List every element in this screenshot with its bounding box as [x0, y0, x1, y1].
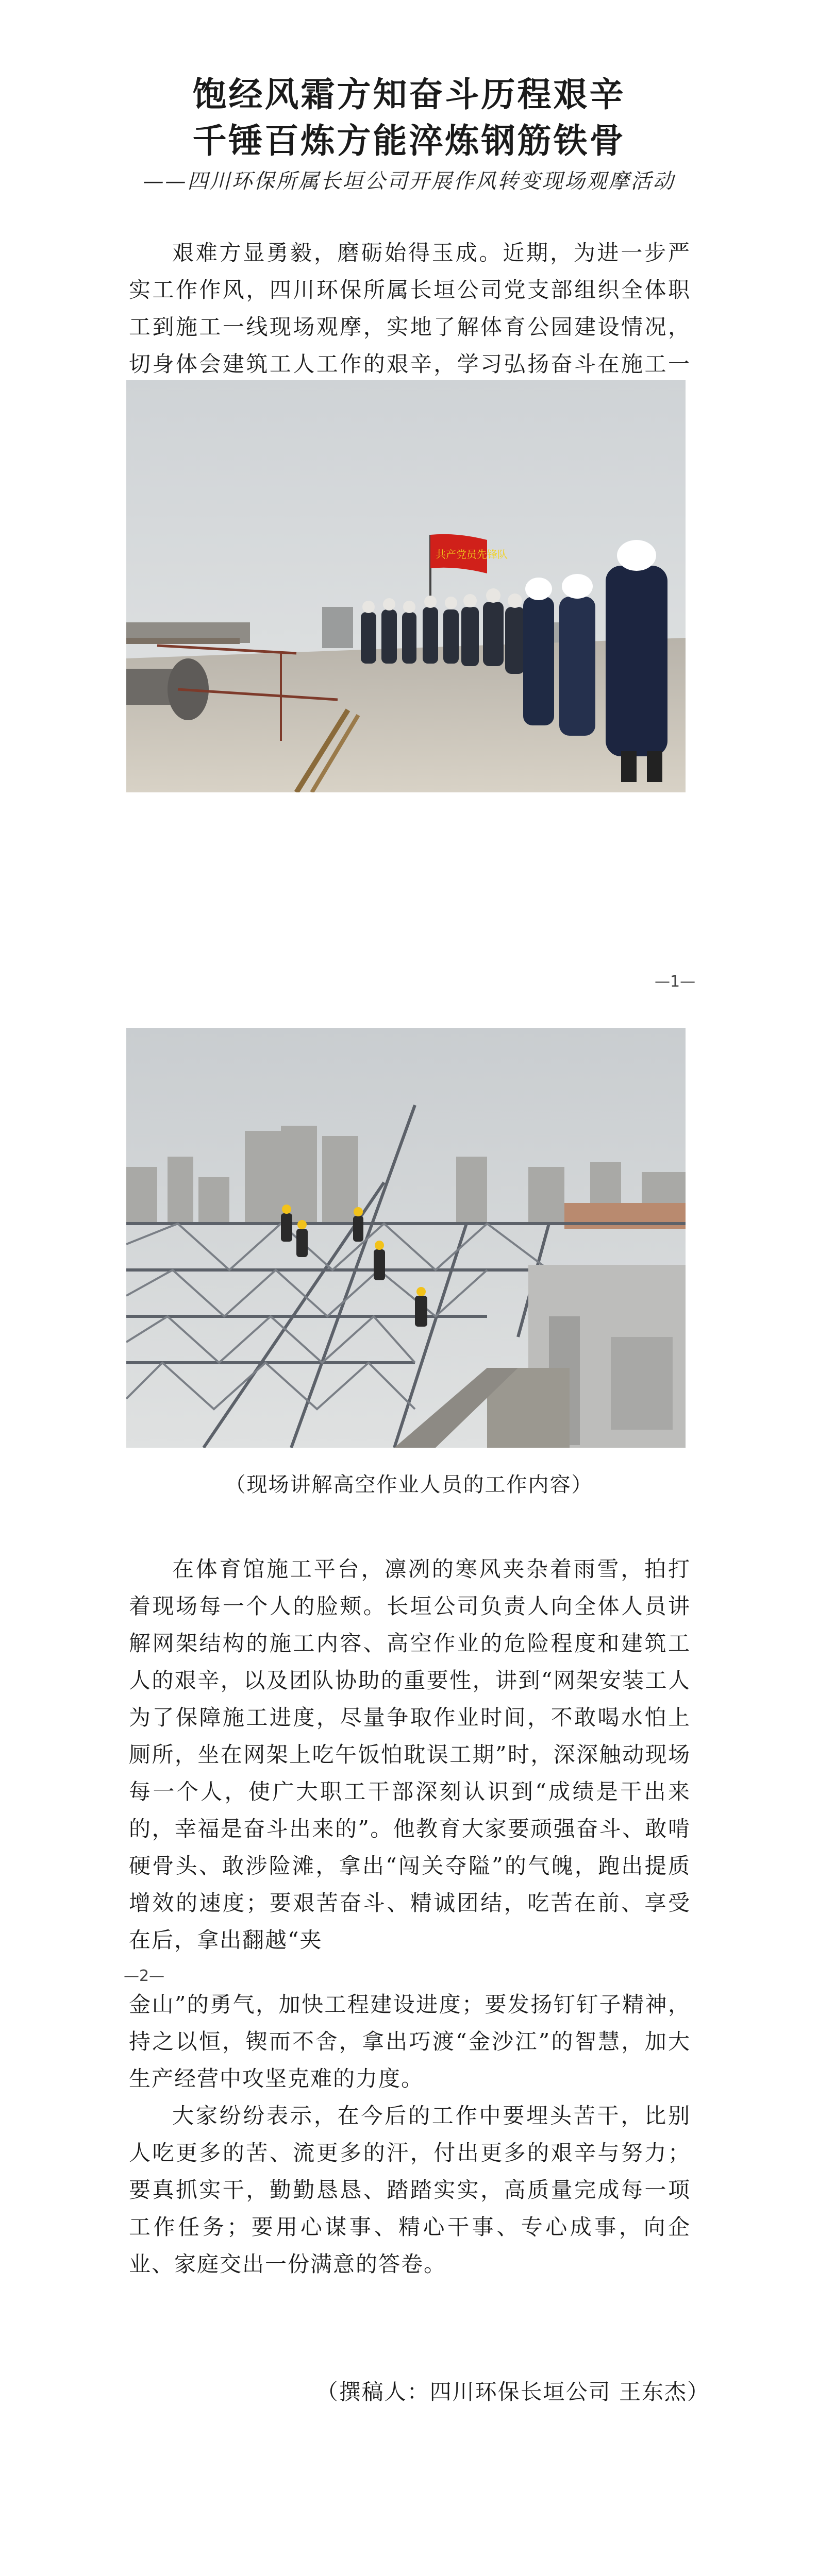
- continuation-text: 金山”的勇气，加快工程建设进度；要发扬钉钉子精神，持之以恒，锲而不舍，拿出巧渡“金沙江”的智慧，加大生产经营中攻坚克难的力度。: [129, 1992, 691, 2091]
- photo-steel-grid-construction: [126, 1028, 686, 1448]
- closing-paragraph-text: 大家纷纷表示，在今后的工作中要埋头苦干，比别人吃更多的苦、流更多的汗，付出更多的艰辛与努力；要真抓实干，勤勤恳恳、踏踏实实，高质量完成每一项工作任务；要用心谋事、精心干事、专心成事，向企业、家庭交出一份满意的答卷。: [129, 2103, 691, 2277]
- page-number-1: —1—: [655, 973, 696, 991]
- continuation-paragraph: [129, 1986, 691, 2283]
- photo-caption: （现场讲解高空作业人员的工作内容）: [225, 1473, 593, 1497]
- site-description-paragraph: [129, 1551, 691, 1959]
- photo-site-visit-group: [126, 380, 686, 792]
- subtitle: ——四川环保所属长垣公司开展作风转变现场观摩活动: [143, 170, 675, 193]
- page-number-2: —2—: [124, 1967, 165, 1985]
- intro-paragraph-text: 艰难方显勇毅，磨砺始得玉成。近期，为进一步严实工作作风，四川环保所属长垣公司党支部组织全体职工到施工一线现场观摩，实地了解体育公园建设情况，切身体会建筑工人工作的艰辛，学习弘扬奋斗在施工一: [129, 240, 691, 377]
- title-line-2: 千锤百炼方能淬炼钢筋铁骨: [192, 121, 626, 161]
- author-credit: （撰稿人：四川环保长垣公司 王东杰）: [316, 2379, 710, 2404]
- flag-text: 共产党员先锋队: [436, 548, 508, 561]
- title-line-1: 饱经风霜方知奋斗历程艰辛: [192, 74, 626, 114]
- site-description-text: 在体育馆施工平台，凛冽的寒风夹杂着雨雪，拍打着现场每一个人的脸颊。长垣公司负责人向全体人员讲解网架结构的施工内容、高空作业的危险程度和建筑工人的艰辛，以及团队协助的重要性，讲到“网架安装工人为了保障施工进度，尽量争取作业时间，不敢喝水怕上厕所，坐在网架上吃午饭怕耽误工期”时，深深触动现场每一个人，使广大职工干部深刻认识到“成绩是干出来的，幸福是奋斗出来的”。他教育大家要顽强奋斗、敢啃硬骨头、敢涉险滩，拿出“闯关夺隘”的气魄，跑出提质增效的速度；要艰苦奋斗、精诚团结，吃苦在前、享受在后，拿出翻越“夹: [129, 1556, 691, 1953]
